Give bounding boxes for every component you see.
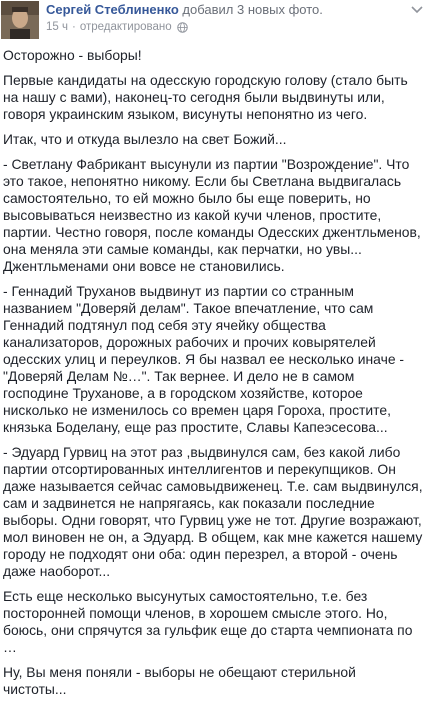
avatar-photo-icon [1,1,39,39]
post-paragraph: Первые кандидаты на одесскую городскую голову (стало быть на нашу с вами), наконец-то сегодня были выдвинуты или, говоря украинским языком, висунуты непонятно из чего. [3,72,408,122]
post-meta [46,21,188,33]
post-header [0,0,431,40]
globe-icon[interactable] [177,22,188,33]
chevron-down-icon[interactable] [408,3,426,17]
post-time-link[interactable]: 15 ч [46,21,68,33]
post-text [3,47,423,706]
author-line [46,2,323,17]
post-paragraph: - Светлану Фабрикант высунули из партии "Возрождение". Что это такое, непонятно никому. Если бы Светлана выдвигалась самостоятельно, то ей можно было бы еще поверить, но высовываться неизвестно из какой кучи членов, простите, партии. Честно говоря, после команды Одесских джентльменов, она меняла эти самые команды, как перчатки, но увы... Джентльменами они вовсе не становились. [3,156,421,274]
post-paragraph: Осторожно - выборы! [3,47,142,63]
meta-separator: · [71,21,76,33]
post-paragraph: Итак, что и откуда вылезло на свет Божий... [3,131,287,147]
avatar[interactable] [1,1,39,39]
post-paragraph: Есть еще несколько высунутых самостоятельно, т.е. без посторонней помощи членов, в хорошем смысле этого. Но, боюсь, они спрячутся за гульфик еще до старта чемпионата по … [3,588,413,655]
post-paragraph: Ну, Вы меня поняли - выборы не обещают стерильной чистоты... [3,664,356,697]
post-paragraph: - Эдуард Гурвиц на этот раз ,выдвинулся сам, без какой либо партии отсортированных интеллигентов и перекупщиков. Он даже называется сейчас самовыдвиженец. Т.е. сам выдвинулся, сам и задвинется не напрягаясь, как показали последние выборы. Одни говорят, что Гурвиц уже не тот. Другие возражают, мол виновен не он, а Эдуард. В общем, как мне кажется нашему городу не подходят они оба: один перезрел, а второй - очень даже наоборот... [3,444,423,579]
edited-label[interactable]: отредактировано [79,21,172,33]
post-action-text: добавил 3 новых фото. [182,2,323,17]
author-name-link[interactable]: Сергей Стеблиненко [46,2,179,17]
post-paragraph: - Геннадий Труханов выдвинут из партии со странным названием "Доверяй делам". Такое впечатление, что сам Геннадий подтянул под себя эту ячейку общества канализаторов, дорожных рабочих и прочих ковырятелей одесских улиц и переулков. Я бы назвал ее несколько иначе - "Доверяй Делам №…". Так вернее. И дело не в самом господине Труханове, а в городском хозяйстве, которое нисколько не изменилось со времен царя Гороха, простите, князька Боделану, еще раз простите, Славы Капеэсесова... [3,283,405,435]
